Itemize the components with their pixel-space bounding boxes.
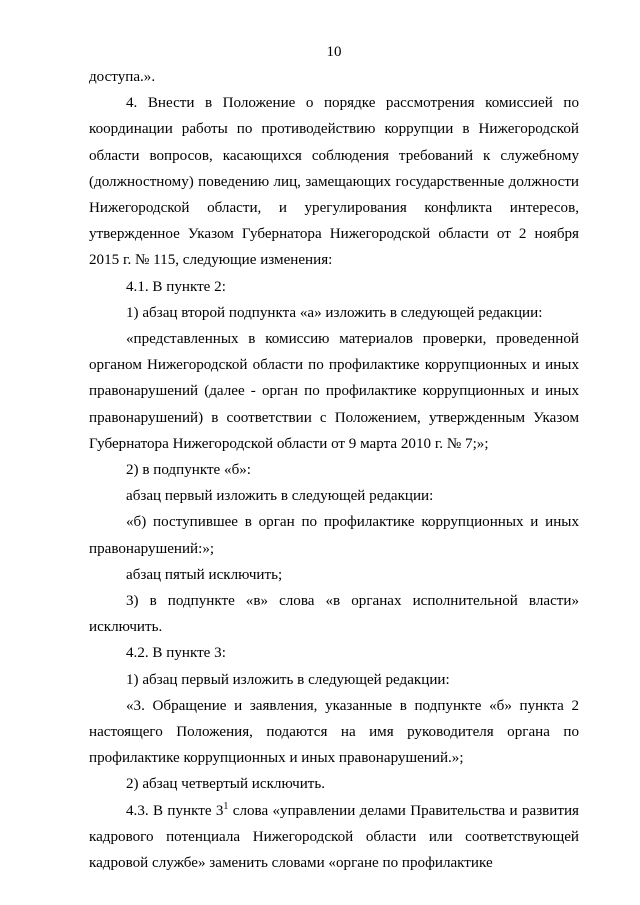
- paragraph-10: 3) в подпункте «в» слова «в органах исполнительной власти» исключить.: [89, 593, 579, 636]
- paragraph-9: абзац пятый исключить;: [126, 566, 283, 583]
- paragraph-3: 4.1. В пункте 2:: [126, 278, 226, 295]
- paragraph-5: «представленных в комиссию материалов проверки, проведенной органом Нижегородской области по профилактике коррупционных и иных правонарушений (далее - орган по профилактике коррупционных и иных правонарушений) в соответствии с Положением, утвержденным Указом Губернатора Нижегородской области от 9 марта 2010 г. № 7;»;: [89, 331, 579, 452]
- paragraph-12: 1) абзац первый изложить в следующей редакции:: [126, 671, 450, 688]
- paragraph-15: [89, 798, 579, 877]
- paragraph-11: 4.2. В пункте 3:: [126, 645, 226, 662]
- paragraph-2: 4. Внести в Положение о порядке рассмотрения комиссией по координации работы по противодействию коррупции в Нижегородской области вопросов, касающихся соблюдения требований к служебному (должностному) поведению лиц, замещающих государственные должности Нижегородской области, и урегулирования конфликта интересов, утвержденное Указом Губернатора Нижегородской области от 2 ноября 2015 г. № 115, следующие изменения:: [89, 95, 579, 269]
- paragraph-1: доступа.».: [89, 69, 156, 85]
- superscript-number: 1: [223, 800, 229, 812]
- paragraph-8: «б) поступившее в орган по профилактике коррупционных и иных правонарушений:»;: [89, 514, 579, 557]
- page-number: 10: [326, 44, 342, 60]
- paragraph-15-rest: слова «управлении делами Правительства и развития кадрового потенциала Нижегородской области или соответствующей кадровой службе» заменить словами «органе по профилактике: [89, 802, 579, 872]
- paragraph-6: 2) в подпункте «б»:: [126, 462, 251, 479]
- paragraph-4: 1) абзац второй подпункта «а» изложить в следующей редакции:: [126, 304, 543, 321]
- paragraph-15-start: 4.3. В пункте 3: [126, 802, 224, 819]
- paragraph-14: 2) абзац четвертый исключить.: [126, 776, 326, 793]
- document-body: [89, 64, 579, 876]
- paragraph-7: абзац первый изложить в следующей редакции:: [126, 488, 434, 505]
- paragraph-13: «3. Обращение и заявления, указанные в подпункте «б» пункта 2 настоящего Положения, подаются на имя руководителя органа по профилактике коррупционных и иных правонарушений.»;: [89, 697, 579, 767]
